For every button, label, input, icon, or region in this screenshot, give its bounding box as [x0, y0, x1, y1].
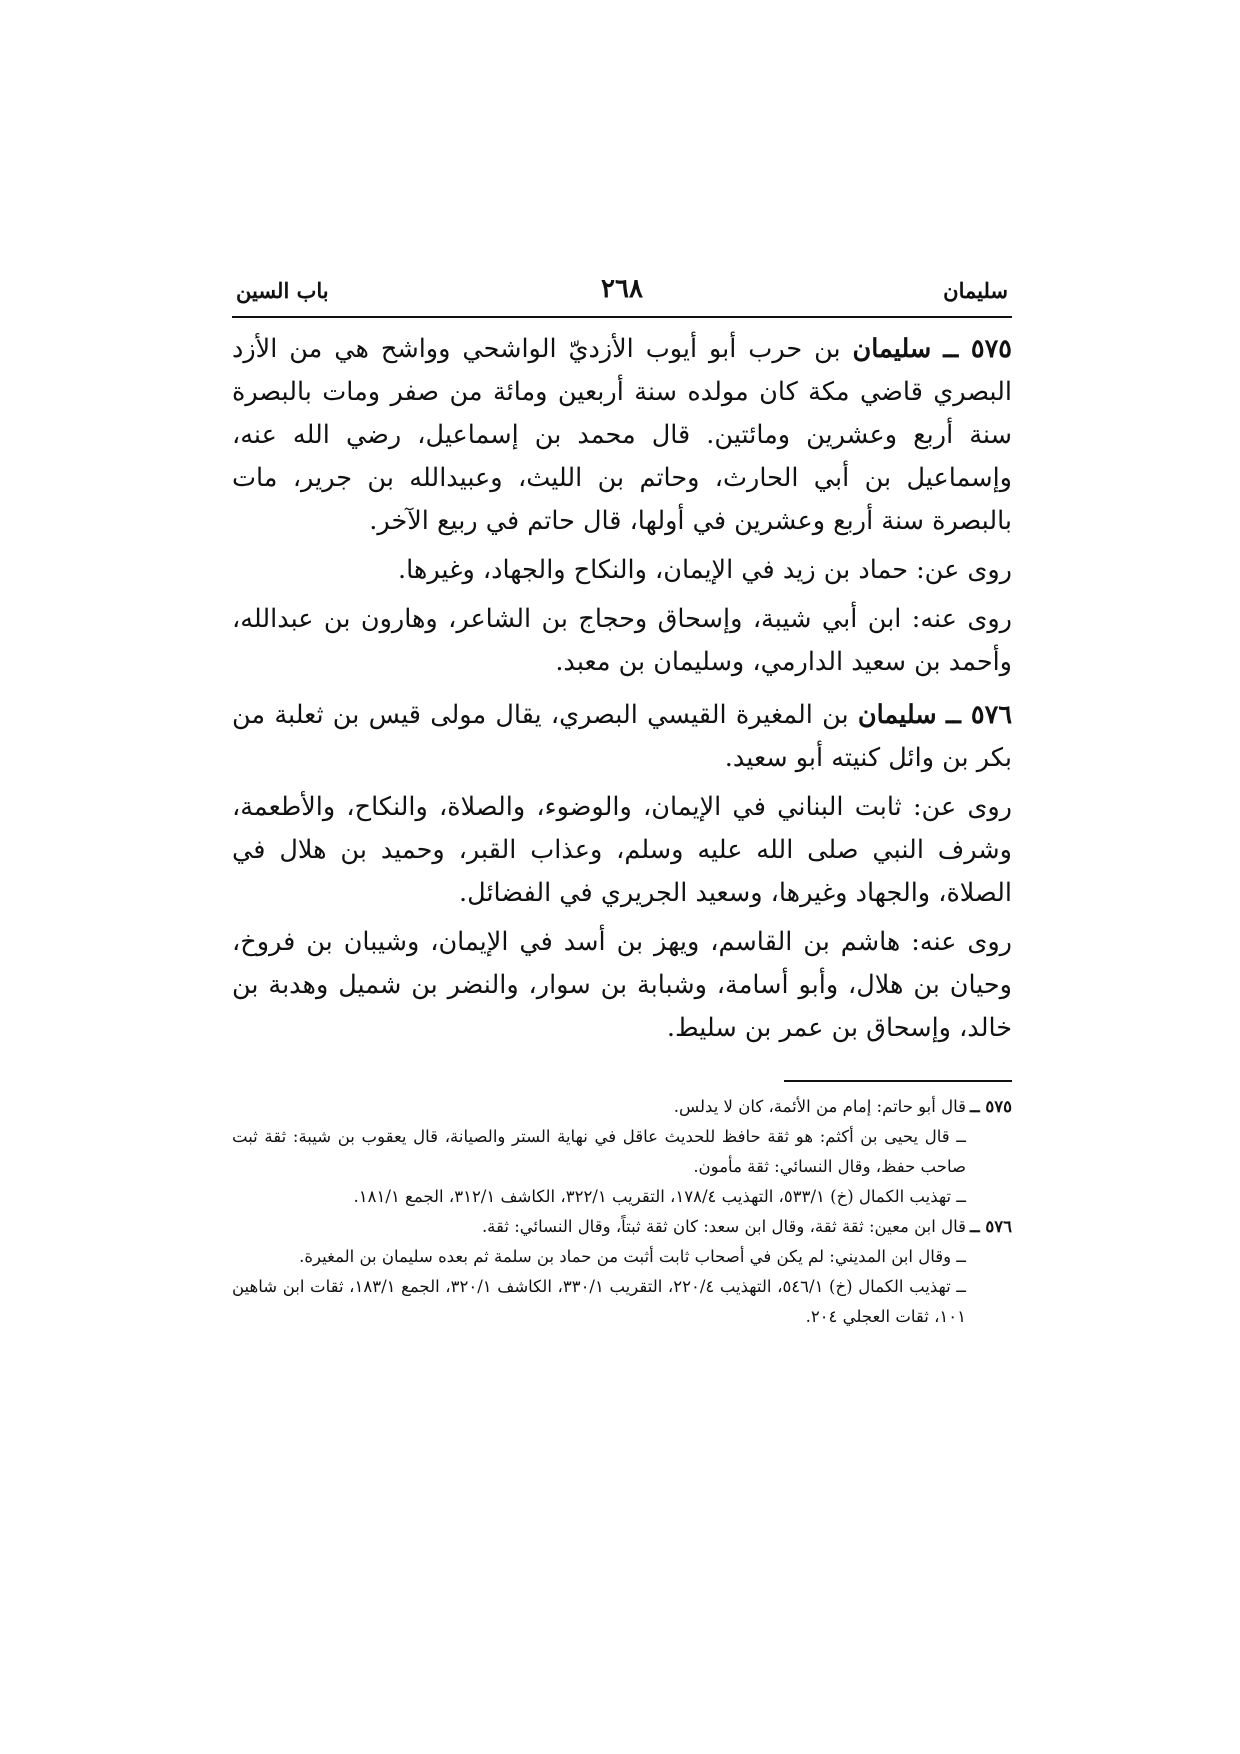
- entry-bio-text: بن المغيرة القيسي البصري، يقال مولى قيس بن ثعلبة من بكر بن وائل كنيته أبو سعيد.: [232, 700, 1012, 773]
- running-head-entry: سليمان: [943, 278, 1008, 303]
- main-text: [232, 328, 1012, 1050]
- entry-number: ٥٧٦ ــ: [945, 700, 1013, 730]
- entry-number: ٥٧٥ ــ: [943, 334, 1012, 364]
- entry-576-bio: [232, 694, 1012, 780]
- footnote-rule: [784, 1080, 1012, 1082]
- entry-name: سليمان: [857, 700, 937, 730]
- page-header: [232, 270, 1012, 314]
- footnote-text: ــ وقال ابن المديني: لم يكن في أصحاب ثابت أثبت من حماد بن سلمة ثم بعده سليمان بن المغيرة.: [299, 1247, 966, 1266]
- footnote-number: ٥٧٦ ــ: [969, 1217, 1012, 1236]
- footnote-text: قال ابن معين: ثقة ثقة، وقال ابن سعد: كان ثقة ثبتاً، وقال النسائي: ثقة.: [481, 1217, 966, 1236]
- footnote-text: قال أبو حاتم: إمام من الأئمة، كان لا يدلس.: [673, 1097, 966, 1116]
- page-number: ٢٦٨: [601, 274, 643, 304]
- footnote-line: [232, 1122, 1012, 1182]
- footnote-line: [232, 1182, 1012, 1212]
- entry-bio-text: بن حرب أبو أيوب الأزديّ الواشحي وواشح هي من الأزد البصري قاضي مكة كان مولده سنة أربعين ومائة من صفر ومات بالبصرة سنة أربع وعشرين ومائتين. قال محمد بن إسماعيل، رضي الله عنه، وإسماعيل بن أبي الحارث، وحاتم بن الليث، وعبيدالله بن جرير، مات بالبصرة سنة أربع وعشرين في أولها، قال حاتم في ربيع الآخر.: [232, 334, 1012, 536]
- entry-575-bio: [232, 328, 1012, 543]
- footnotes: [232, 1092, 1012, 1332]
- footnote-text: ــ قال يحيى بن أكثم: هو ثقة حافظ للحديث عاقل في نهاية الستر والصيانة، قال يعقوب بن شيبة: ثقة ثبت صاحب حفظ، وقال النسائي: ثقة مأمون.: [232, 1127, 966, 1176]
- book-page: [232, 270, 1012, 1332]
- running-head-chapter: باب السين: [236, 278, 329, 303]
- header-rule: [232, 316, 1012, 318]
- footnote-text: ــ تهذيب الكمال (خ) ٥٤٦/١، التهذيب ٢٢٠/٤، التقريب ٣٣٠/١، الكاشف ٣٢٠/١، الجمع ١٨٣/١، ثقات ابن شاهين ١٠١، ثقات العجلي ٢٠٤.: [232, 1277, 966, 1326]
- footnote-line: [232, 1242, 1012, 1272]
- entry-576-narrated-from: روى عن: ثابت البناني في الإيمان، والوضوء، والصلاة، والنكاح، والأطعمة، وشرف النبي صلى الله عليه وسلم، وعذاب القبر، وحميد بن هلال في الصلاة، والجهاد وغيرها، وسعيد الجريري في الفضائل.: [232, 792, 1012, 908]
- footnote-line: [232, 1092, 1012, 1122]
- footnote-line: [232, 1212, 1012, 1242]
- entry-575-narrated-by: روى عنه: ابن أبي شيبة، وإسحاق وحجاج بن الشاعر، وهارون بن عبدالله، وأحمد بن سعيد الدارمي، وسليمان بن معبد.: [232, 604, 1012, 677]
- entry-576-narrated-by: روى عنه: هاشم بن القاسم، ويهز بن أسد في الإيمان، وشيبان بن فروخ، وحيان بن هلال، وأبو أسامة، وشبابة بن سوار، والنضر بن شميل وهدبة بن خالد، وإسحاق بن عمر بن سليط.: [232, 927, 1012, 1043]
- entry-575-narrated-from: روى عن: حماد بن زيد في الإيمان، والنكاح والجهاد، وغيرها.: [398, 555, 1012, 585]
- footnote-number: ٥٧٥ ــ: [969, 1097, 1012, 1116]
- footnote-line: [232, 1272, 1012, 1332]
- footnote-text: ــ تهذيب الكمال (خ) ٥٣٣/١، التهذيب ١٧٨/٤، التقريب ٣٢٢/١، الكاشف ٣١٢/١، الجمع ١٨١/١.: [353, 1187, 966, 1206]
- entry-name: سليمان: [852, 334, 932, 364]
